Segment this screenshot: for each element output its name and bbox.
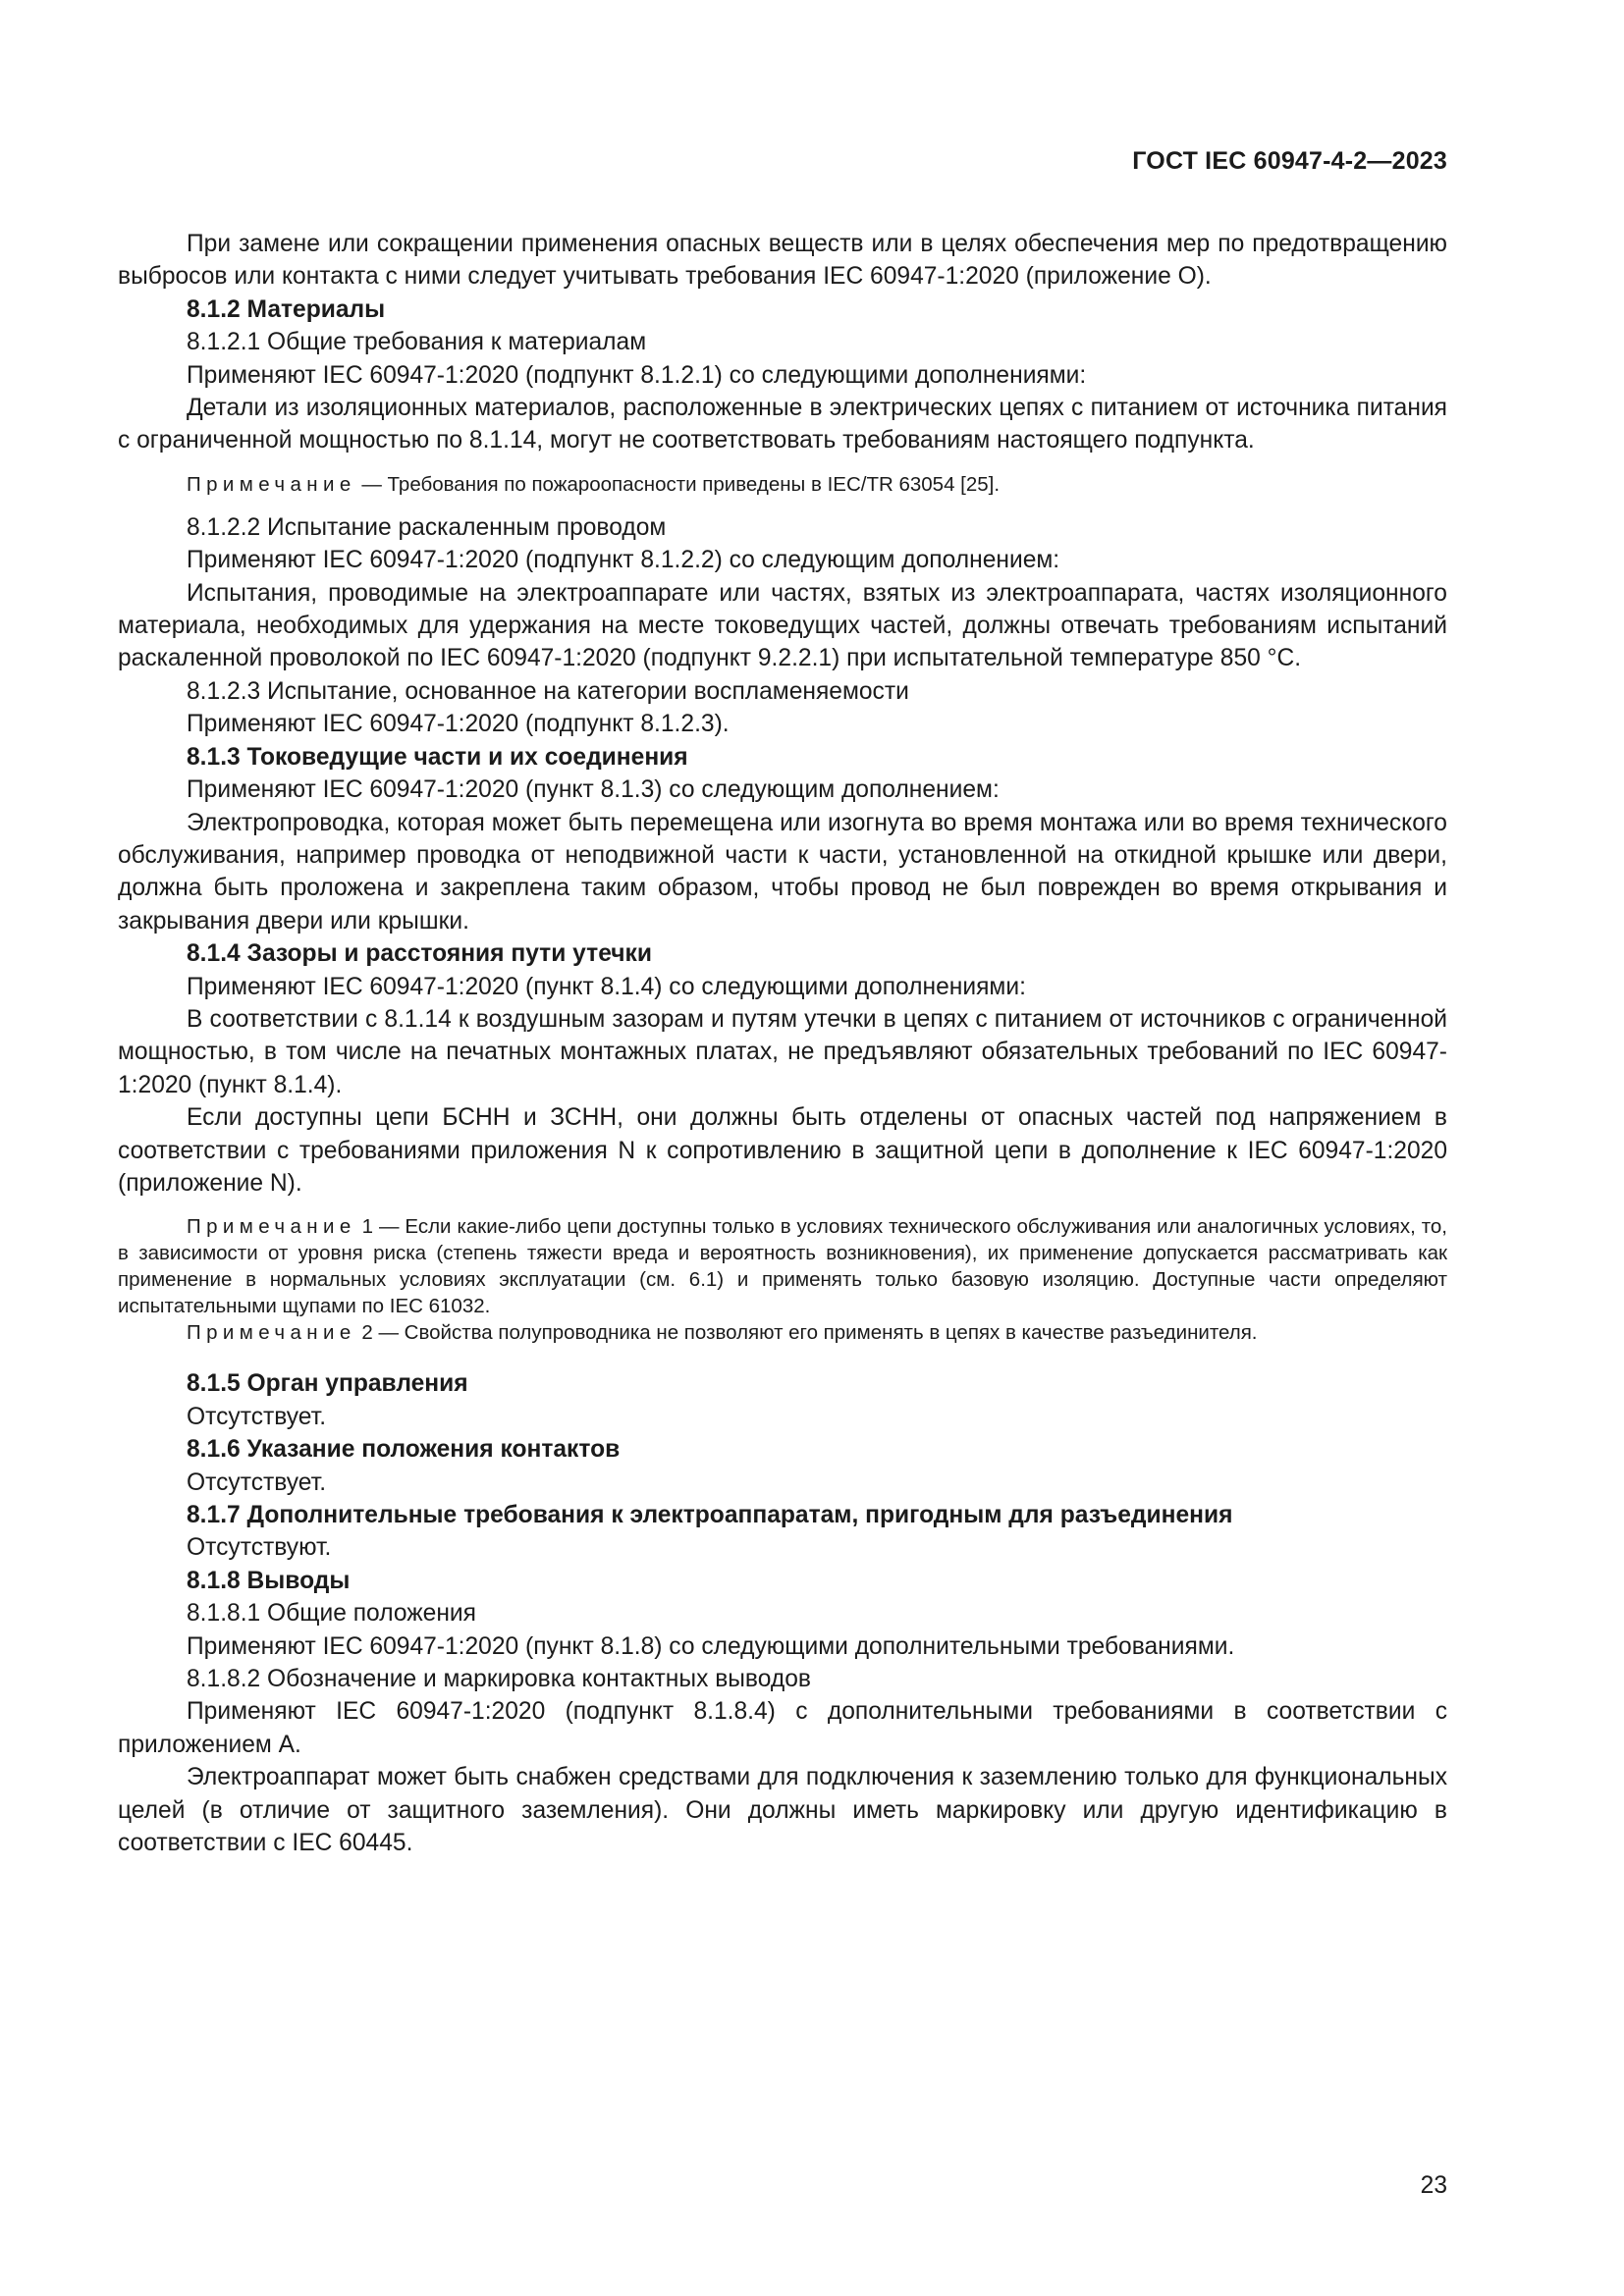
paragraph: Электропроводка, которая может быть перемещена или изогнута во время монтажа или во время технического обслуживания, например проводка от неподвижной части к части, установленной на откидной крышке или двери, должна быть проложена и закреплена таким образом, чтобы провод не был поврежден во время открывания и закрывания двери или крышки. — [118, 809, 1447, 934]
paragraph: Если доступны цепи БСНН и ЗСНН, они должны быть отделены от опасных частей под напряжением в соответствии с требованиями приложения N к сопротивлению в защитной цепи в дополнение к IEC 60947-1:2020 (приложение N). — [118, 1104, 1447, 1197]
subsection-title: 8.1.2.1 Общие требования к материалам — [187, 329, 647, 356]
section-heading: 8.1.7 Дополнительные требования к электроаппаратам, пригодным для разъединения — [187, 1502, 1233, 1528]
paragraph: Испытания, проводимые на электроаппарате или частях, взятых из электроаппарата, частях изоляционного материала, необходимых для удержания на месте токоведущих частей, должны отвечать требованиям испытаний раскаленной проволокой по IEC 60947-1:2020 (подпункт 9.2.2.1) при испытательной температуре 850 °C. — [118, 579, 1447, 672]
paragraph: Применяют IEC 60947-1:2020 (пункт 8.1.3) со следующим дополнением: — [187, 776, 1000, 804]
note-text: — Требования по пожароопасности приведены в IEC/TR 63054 [25]. — [355, 472, 1001, 496]
paragraph: Отсутствуют. — [187, 1534, 332, 1562]
section-heading: 8.1.2 Материалы — [187, 295, 386, 323]
paragraph: Применяют IEC 60947-1:2020 (подпункт 8.1.2.1) со следующими дополнениями: — [187, 361, 1087, 389]
paragraph: Применяют IEC 60947-1:2020 (подпункт 8.1.2.3). — [187, 711, 730, 738]
page-content — [118, 228, 1447, 1859]
note — [118, 1213, 1447, 1319]
subsection-title: 8.1.2.2 Испытание раскаленным проводом — [187, 513, 667, 541]
paragraph: Применяют IEC 60947-1:2020 (подпункт 8.1.2.2) со следующим дополнением: — [187, 547, 1060, 574]
note — [118, 471, 1447, 498]
paragraph: При замене или сокращении применения опасных веществ или в целях обеспечения мер по предотвращению выбросов или контакта с ними следует учитывать требования IEC 60947-1:2020 (приложение O). — [118, 231, 1447, 291]
paragraph: Электроаппарат может быть снабжен средствами для подключения к заземлению только для функциональных целей (в отличие от защитного заземления). Они должны иметь маркировку или другую идентификацию в соответствии с IEC 60445. — [118, 1764, 1447, 1857]
section-heading: 8.1.5 Орган управления — [187, 1370, 468, 1398]
paragraph: Отсутствует. — [187, 1468, 327, 1496]
paragraph: Применяют IEC 60947-1:2020 (подпункт 8.1.8.4) с дополнительными требованиями в соответствии с приложением А. — [118, 1698, 1447, 1758]
paragraph: Применяют IEC 60947-1:2020 (пункт 8.1.8) со следующими дополнительными требованиями. — [187, 1632, 1235, 1660]
subsection-title: 8.1.8.2 Обозначение и маркировка контактных выводов — [187, 1666, 811, 1693]
note-label: Примечание — [187, 1215, 356, 1239]
subsection-title: 8.1.2.3 Испытание, основанное на категории воспламеняемости — [187, 677, 909, 705]
page-number: 23 — [1420, 2172, 1447, 2199]
standard-designation: ГОСТ IEC 60947-4-2—2023 — [1132, 147, 1447, 175]
paragraph: Отсутствует. — [187, 1403, 327, 1430]
note-text: 2 — Свойства полупроводника не позволяют его применять в цепях в качестве разъединителя. — [355, 1321, 1258, 1345]
note-label: Примечание — [187, 472, 356, 496]
section-heading: 8.1.4 Зазоры и расстояния пути утечки — [187, 940, 652, 968]
note-label: Примечание — [187, 1321, 356, 1345]
section-heading: 8.1.3 Токоведущие части и их соединения — [187, 743, 688, 771]
paragraph: Детали из изоляционных материалов, расположенные в электрических цепях с питанием от источника питания с ограниченной мощностью по 8.1.14, могут не соответствовать требованиям настоящего подпункта. — [118, 395, 1447, 454]
subsection-title: 8.1.8.1 Общие положения — [187, 1600, 476, 1628]
note-text: 1 — Если какие-либо цепи доступны только в условиях технического обслуживания или аналогичных условиях, то, в зависимости от уровня риска (степень тяжести вреда и вероятность возникновения), их применение допускается рассматривать как применение в нормальных условиях эксплуатации (см. 6.1) и применять только базовую изоляцию. Доступные части определяют испытательными щупами по IEC 61032. — [118, 1215, 1447, 1318]
section-heading: 8.1.6 Указание положения контактов — [187, 1436, 621, 1464]
paragraph: Применяют IEC 60947-1:2020 (пункт 8.1.4) со следующими дополнениями: — [187, 973, 1026, 1000]
note — [118, 1319, 1447, 1346]
section-heading: 8.1.8 Выводы — [187, 1567, 351, 1594]
paragraph: В соответствии с 8.1.14 к воздушным зазорам и путям утечки в цепях с питанием от источников с ограниченной мощностью, в том числе на печатных монтажных платах, не предъявляют обязательных требований по IEC 60947-1:2020 (пункт 8.1.4). — [118, 1005, 1447, 1098]
